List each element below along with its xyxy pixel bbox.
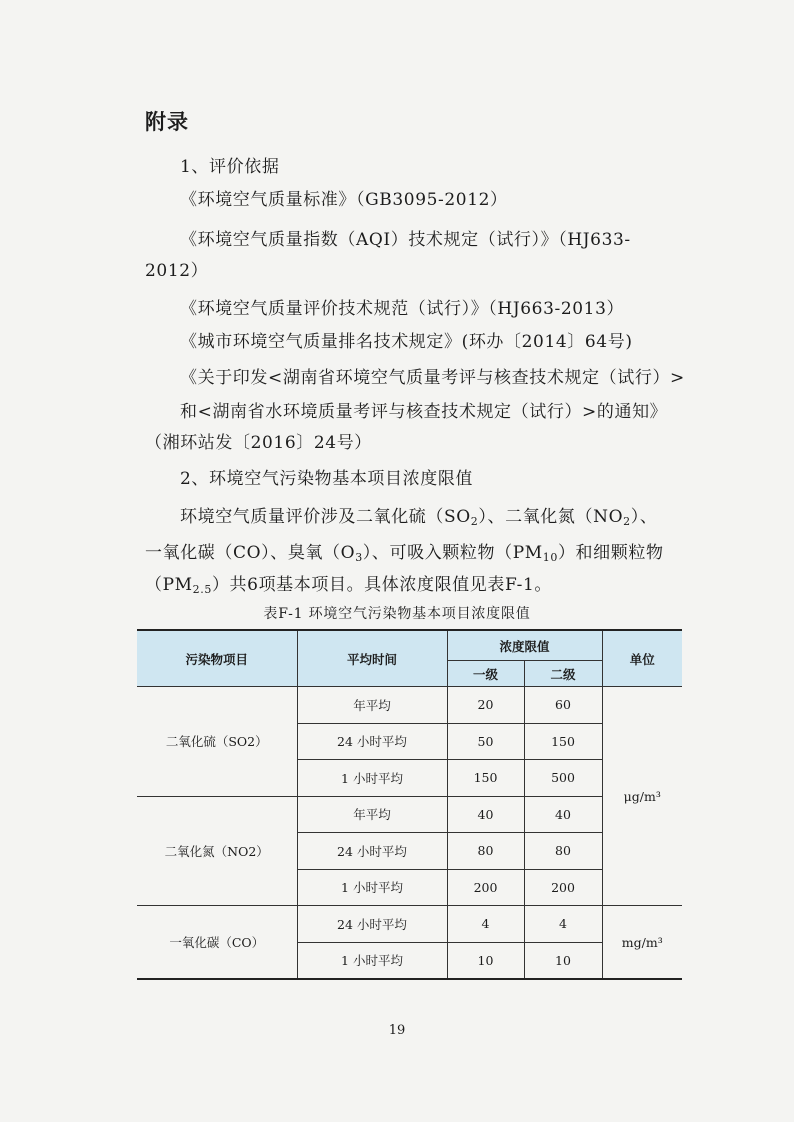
grade1-cell: 50 [447, 723, 524, 760]
paragraph-line: 一氧化碳（CO）、臭氧$(O_3)$、可吸入颗粒物$(PM_{10})$和细颗粒物 [145, 543, 664, 564]
grade1-cell: 80 [447, 833, 524, 870]
header-grade1: 一级 [447, 661, 524, 687]
header-limit: 浓度限值 [447, 630, 602, 661]
grade1-cell: 200 [447, 869, 524, 906]
avg-time-cell: 24 小时平均 [297, 723, 447, 760]
grade1-cell: 10 [447, 942, 524, 979]
avg-time-cell: 1 小时平均 [297, 942, 447, 979]
page-number: 19 [388, 1023, 406, 1038]
avg-time-cell: 1 小时平均 [297, 869, 447, 906]
concentration-limits-table [137, 629, 682, 980]
pollutant-name: 二氧化硫（SO2） [137, 687, 297, 797]
reference-item: 2012） [145, 261, 209, 281]
grade2-cell: 40 [524, 796, 602, 833]
reference-item: 和<湖南省水环境质量考评与核查技术规定（试行）>的通知》 [180, 402, 668, 422]
header-avg-time: 平均时间 [297, 630, 447, 687]
reference-item: （湘环站发〔2016〕24号） [145, 433, 372, 453]
table-row [137, 796, 682, 833]
reference-item: 《关于印发<湖南省环境空气质量考评与核查技术规定（试行）> [180, 368, 685, 388]
grade2-cell: 80 [524, 833, 602, 870]
header-pollutant: 污染物项目 [137, 630, 297, 687]
table-row [137, 906, 682, 943]
grade2-cell: 200 [524, 869, 602, 906]
reference-item: 《环境空气质量标准》（GB3095-2012） [180, 190, 508, 210]
grade2-cell: 500 [524, 760, 602, 797]
grade1-cell: 150 [447, 760, 524, 797]
grade2-cell: 150 [524, 723, 602, 760]
pollutant-name: 一氧化碳（CO） [137, 906, 297, 980]
reference-item: 《城市环境空气质量排名技术规定》(环办〔2014〕64号) [180, 332, 633, 352]
avg-time-cell: 24 小时平均 [297, 906, 447, 943]
grade1-cell: 4 [447, 906, 524, 943]
grade2-cell: 60 [524, 687, 602, 724]
grade1-cell: 20 [447, 687, 524, 724]
reference-item: 《环境空气质量指数（AQI）技术规定（试行）》（HJ633- [180, 230, 631, 250]
appendix-heading: 附录 [145, 110, 189, 134]
unit-cell: μg/m³ [602, 687, 682, 906]
pollutant-name: 二氧化氮（NO2） [137, 796, 297, 906]
header-unit: 单位 [602, 630, 682, 687]
section1-title: 1、评价依据 [180, 157, 280, 177]
table-row [137, 687, 682, 724]
grade1-cell: 40 [447, 796, 524, 833]
reference-item: 《环境空气质量评价技术规范（试行）》（HJ663-2013） [180, 299, 625, 319]
unit-cell: mg/m³ [602, 906, 682, 980]
section2-title: 2、环境空气污染物基本项目浓度限值 [180, 469, 474, 489]
table-header-row [137, 630, 682, 661]
grade2-cell: 4 [524, 906, 602, 943]
paragraph-line: 环境空气质量评价涉及二氧化硫$(SO_2)$、二氧化氮$(NO_2)$、 [180, 507, 658, 528]
table-caption: 表F-1 环境空气污染物基本项目浓度限值 [263, 606, 531, 622]
avg-time-cell: 年平均 [297, 687, 447, 724]
avg-time-cell: 年平均 [297, 796, 447, 833]
header-grade2: 二级 [524, 661, 602, 687]
avg-time-cell: 1 小时平均 [297, 760, 447, 797]
paragraph-line: $(PM_{2.5})$共6项基本项目。具体浓度限值见表F-1。 [145, 575, 552, 596]
avg-time-cell: 24 小时平均 [297, 833, 447, 870]
grade2-cell: 10 [524, 942, 602, 979]
